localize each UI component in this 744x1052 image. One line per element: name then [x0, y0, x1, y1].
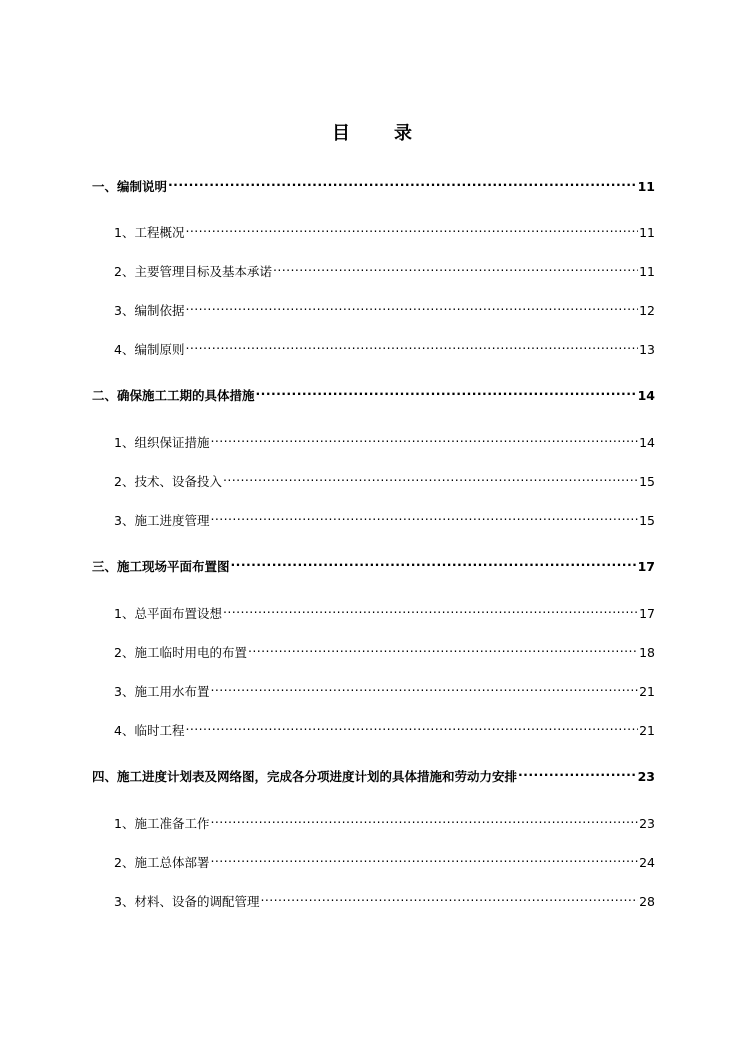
toc-leader-dots: [231, 551, 637, 571]
toc-entry-3-2[interactable]: [114, 637, 655, 660]
toc-leader-dots: [185, 295, 638, 315]
toc-entry-label: 3、编制依据: [114, 303, 185, 318]
toc-entry-section-2[interactable]: [92, 380, 655, 403]
toc-leader-dots: [185, 217, 638, 237]
toc-leader-dots: [210, 427, 638, 447]
toc-entry-label: 1、工程概况: [114, 225, 185, 240]
toc-leader-dots: [223, 598, 638, 618]
toc-entry-page: 18: [639, 645, 655, 660]
toc-entry-label: 3、施工进度管理: [114, 513, 210, 528]
toc-entry-page: 23: [637, 769, 655, 784]
toc-entry-page: 14: [637, 388, 655, 403]
toc-leader-dots: [210, 847, 638, 867]
toc-entry-page: 17: [637, 559, 655, 574]
toc-entry-2-1[interactable]: [114, 427, 655, 450]
toc-entry-label: 2、施工临时用电的布置: [114, 645, 247, 660]
toc-entry-page: 13: [639, 342, 655, 357]
toc-entry-page: 14: [639, 435, 655, 450]
toc-entry-label: 1、总平面布置设想: [114, 606, 222, 621]
toc-leader-dots: [223, 466, 638, 486]
toc-entry-4-3[interactable]: [114, 886, 655, 909]
toc-entry-4-1[interactable]: [114, 808, 655, 831]
toc-entry-1-3[interactable]: [114, 295, 655, 318]
toc-title: [0, 122, 744, 146]
toc-leader-dots: [248, 637, 638, 657]
toc-entry-3-4[interactable]: [114, 715, 655, 738]
toc-entry-1-2[interactable]: [114, 256, 655, 279]
toc-entry-page: 28: [639, 894, 655, 909]
toc-entry-label: 2、技术、设备投入: [114, 474, 222, 489]
toc-leader-dots: [273, 256, 638, 276]
toc-entry-label: 1、组织保证措施: [114, 435, 210, 450]
toc-entry-2-2[interactable]: [114, 466, 655, 489]
toc-entry-page: 12: [639, 303, 655, 318]
toc-entry-label: 3、材料、设备的调配管理: [114, 894, 260, 909]
toc-entry-page: 11: [639, 225, 655, 240]
toc-entry-4-2[interactable]: [114, 847, 655, 870]
toc-entry-label: 4、编制原则: [114, 342, 185, 357]
toc-entry-page: 15: [639, 474, 655, 489]
toc-entry-3-1[interactable]: [114, 598, 655, 621]
toc-entry-2-3[interactable]: [114, 505, 655, 528]
toc-entry-label: 2、施工总体部署: [114, 855, 210, 870]
toc-entry-page: 21: [639, 723, 655, 738]
toc-entry-label: 二、确保施工工期的具体措施: [92, 388, 255, 403]
toc-entry-label: 4、临时工程: [114, 723, 185, 738]
toc-entry-label: 四、施工进度计划表及网络图，完成各分项进度计划的具体措施和劳动力安排: [92, 769, 518, 784]
toc-entry-label: 3、施工用水布置: [114, 684, 210, 699]
toc-entry-page: 11: [637, 179, 655, 194]
toc-leader-dots: [168, 171, 637, 191]
toc-entry-1-4[interactable]: [114, 334, 655, 357]
toc-entry-page: 17: [639, 606, 655, 621]
toc-leader-dots: [256, 380, 637, 400]
toc-leader-dots: [260, 886, 638, 906]
toc-entry-label: 1、施工准备工作: [114, 816, 210, 831]
toc-entry-page: 24: [639, 855, 655, 870]
toc-leader-dots: [210, 808, 638, 828]
toc-entry-section-1[interactable]: [92, 171, 655, 194]
toc-entry-1-1[interactable]: [114, 217, 655, 240]
toc-entry-label: 一、编制说明: [92, 179, 168, 194]
toc-entry-page: 15: [639, 513, 655, 528]
toc-entry-section-3[interactable]: [92, 551, 655, 574]
toc-entry-label: 2、主要管理目标及基本承诺: [114, 264, 272, 279]
toc-leader-dots: [210, 676, 638, 696]
toc-leader-dots: [518, 761, 637, 781]
toc-leader-dots: [185, 715, 638, 735]
toc-title-char-2: 录: [394, 123, 412, 144]
toc-entry-page: 23: [639, 816, 655, 831]
toc-leader-dots: [210, 505, 638, 525]
toc-entry-3-3[interactable]: [114, 676, 655, 699]
toc-entry-page: 11: [639, 264, 655, 279]
toc-entry-section-4[interactable]: [92, 761, 655, 784]
toc-entry-page: 21: [639, 684, 655, 699]
toc-entry-label: 三、施工现场平面布置图: [92, 559, 230, 574]
toc-leader-dots: [185, 334, 638, 354]
toc-title-char-1: 目: [332, 123, 350, 144]
